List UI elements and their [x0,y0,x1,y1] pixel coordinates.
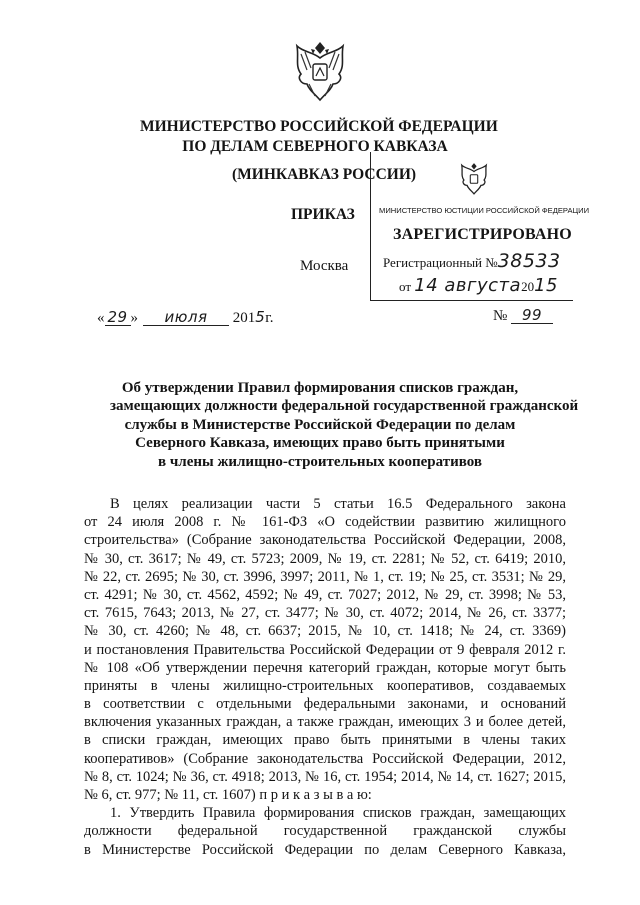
order-date [97,308,274,327]
stamp-year-suffix: 20 [521,279,535,294]
stamp-registration-number [383,250,561,272]
body-line: ст. 4291; № 30, ст. 4562, 4592; № 49, ст. 7027; 2012, № 29, ст. 3998; № 53, [84,586,566,603]
body-line: № 30, ст. 3617; № 49, ст. 5723; 2009, № 19, ст. 2281; № 52, ст. 6419; 2010, [84,550,566,567]
stamp-reg-label: Регистрационный № [383,255,498,270]
stamp-organization: МИНИСТЕРСТВО ЮСТИЦИИ РОССИЙСКОЙ ФЕДЕРАЦИИ [379,206,590,215]
date-close-quote: » [130,310,138,326]
body-line: включения указанных граждан, а также граждан, имеющих 3 и более детей, [84,714,566,731]
stamp-reg-number: 38533 [497,250,561,272]
body-line: от 24 июля 2008 г. № 161-ФЗ «О содействии развитию жилищного [84,514,566,531]
order-number-value: 99 [511,308,553,324]
registration-stamp [370,152,590,301]
body-line: должности федеральной государственной гражданской службы [84,823,566,840]
body-line: в соответствии с отдельными федеральными законами, и оснований [84,696,566,713]
stamp-status: ЗАРЕГИСТРИРОВАНО [393,226,572,243]
order-number [493,308,553,325]
title-line: замещающих должности федеральной государственной гражданской [110,398,579,415]
body-line: кооперативов» (Собрание законодательства Российской Федерации, 2012, [84,750,566,767]
coat-of-arms-icon [293,40,347,104]
order-number-label: № [493,308,508,324]
stamp-date-handwritten: 14 августа [414,275,522,296]
stamp-date [399,275,558,296]
date-year-digit: 5 [255,308,266,326]
body-line: в Министерстве Российской Федерации по делам Северного Кавказа, [84,841,566,858]
city: Москва [300,258,349,274]
body-line: № 22, ст. 2695; № 30, ст. 3996, 3997; 2011, № 1, ст. 19; № 25, ст. 3531; № 29, [84,568,566,585]
ministry-line-1: МИНИСТЕРСТВО РОССИЙСКОЙ ФЕДЕРАЦИИ [140,118,498,135]
body-line: № 108 «Об утверждении перечня категорий граждан, которые могут быть [84,659,566,676]
ministry-short-name: (МИНКАВКАЗ РОССИИ) [231,166,417,183]
stamp-year-handwritten: 15 [534,275,558,296]
body-line: № 8, ст. 1024; № 36, ст. 4918; 2013, № 16, ст. 1954; 2014, № 14, ст. 1627; 2015, [84,768,566,785]
title-line: Об утверждении Правил формирования списков граждан, [121,380,519,396]
title-line: Северного Кавказа, имеющих право быть принятыми [135,435,505,452]
body-line: В целях реализации части 5 статьи 16.5 Федерального закона [110,496,566,512]
body-text [84,495,566,859]
order-title: ПРИКАЗ [291,206,355,223]
date-month: июля [143,310,229,326]
date-day: 29 [105,310,131,326]
body-line: и постановления Правительства Российской Федерации от 9 февраля 2012 г. [84,641,566,658]
date-year-suffix: г. [265,310,274,326]
body-line: № 30, ст. 4260; № 48, ст. 6637; 2015, № 10, ст. 1418; № 24, ст. 3369) [84,623,566,640]
body-line: 1. Утвердить Правила формирования списков граждан, замещающих [110,805,566,822]
body-line: приняты в члены жилищно-строительных кооперативов, создаваемых [84,677,566,694]
body-line: ст. 7615, 7643; 2013, № 27, ст. 3477; № 30, ст. 4072; 2014, № 26, ст. 3377; [84,605,566,622]
title-line: в члены жилищно-строительных кооперативов [158,453,482,470]
stamp-coat-of-arms-icon [459,162,489,196]
ministry-line-2: ПО ДЕЛАМ СЕВЕРНОГО КАВКАЗА [182,138,448,155]
body-line: в списки граждан, имеющих право быть принятыми в члены таких [84,732,566,749]
body-line: № 6, ст. 977; № 11, ст. 1607) п р и к а з ы в а ю: [84,787,372,803]
date-year-prefix: 201 [232,310,256,326]
body-line: строительства» (Собрание законодательства Российской Федерации, 2008, [84,532,566,549]
date-open-quote: « [97,310,105,326]
document-title [110,379,579,471]
title-line: службы в Министерстве Российской Федерации по делам [124,416,516,433]
stamp-date-prefix: от [399,279,412,294]
ministry-name [140,117,498,157]
